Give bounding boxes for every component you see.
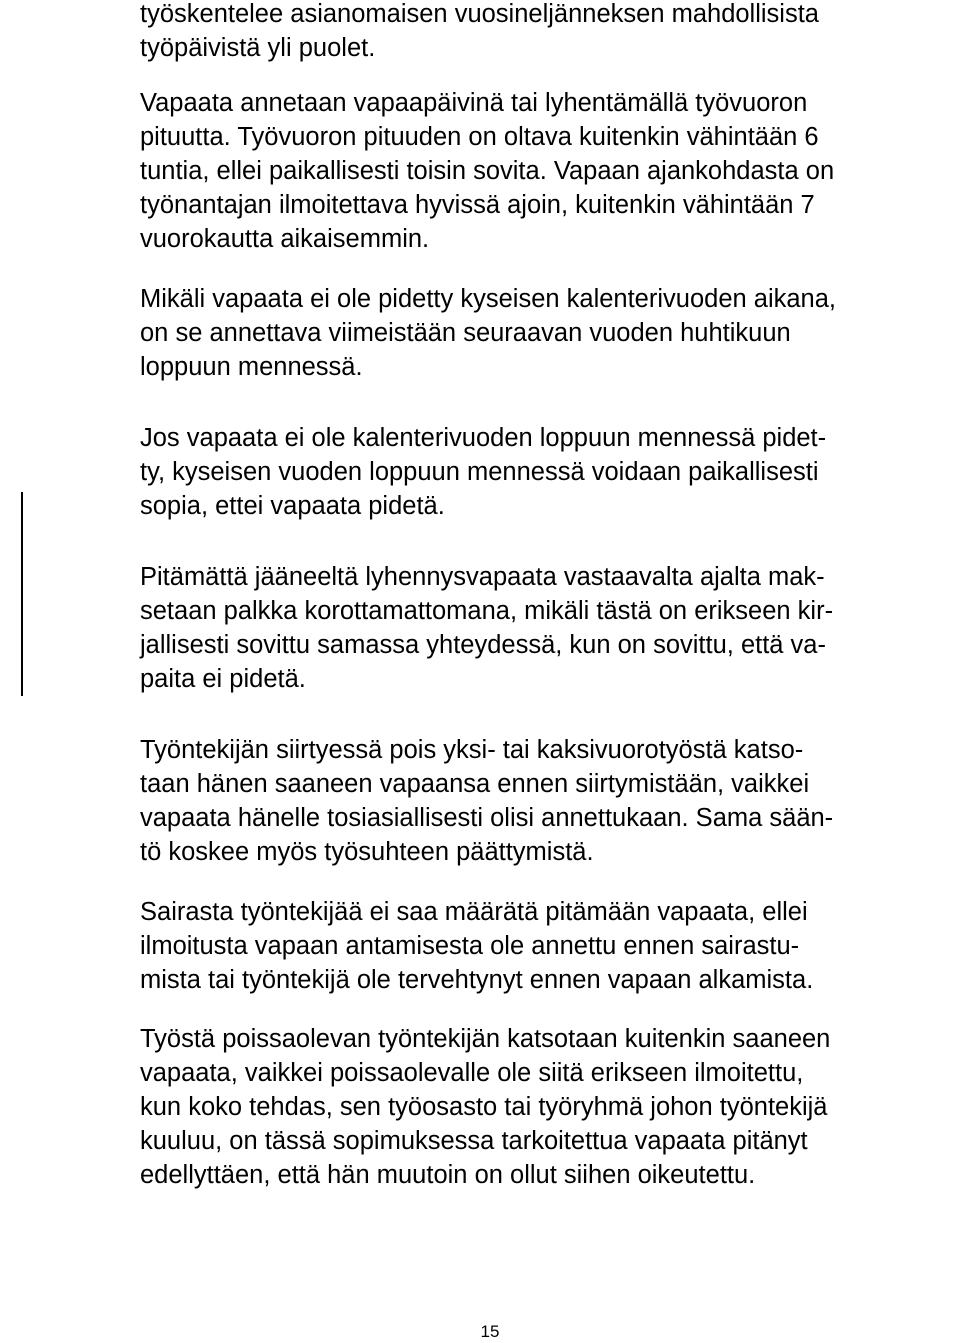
text-line: vapaata hänelle tosiasiallisesti olisi annettukaan. Sama sään- xyxy=(140,804,834,832)
page-number: 15 xyxy=(480,1322,500,1341)
text-line: ty, kyseisen vuoden loppuun mennessä voidaan paikallisesti xyxy=(140,458,819,486)
text-line: Työstä poissaolevan työntekijän katsotaan kuitenkin saaneen xyxy=(140,1025,831,1053)
text-line: kuuluu, on tässä sopimuksessa tarkoitettua vapaata pitänyt xyxy=(140,1127,808,1155)
text-line: paita ei pidetä. xyxy=(140,665,306,693)
text-line: jallisesti sovittu samassa yhteydessä, kun on sovittu, että va- xyxy=(140,631,826,659)
text-line: Mikäli vapaata ei ole pidetty kyseisen kalenterivuoden aikana, xyxy=(140,285,836,313)
text-line: tö koskee myös työsuhteen päättymistä. xyxy=(140,838,594,866)
paragraph-2 xyxy=(140,86,834,256)
change-bar xyxy=(21,492,23,696)
paragraph-8 xyxy=(140,1022,830,1192)
text-line: työnantajan ilmoitettava hyvissä ajoin, kuitenkin vähintään 7 xyxy=(140,191,815,219)
text-line: sopia, ettei vapaata pidetä. xyxy=(140,492,445,520)
text-line: pituutta. Työvuoron pituuden on oltava kuitenkin vähintään 6 xyxy=(140,123,819,151)
paragraph-6 xyxy=(140,733,833,869)
text-line: kun koko tehdas, sen työosasto tai työryhmä johon työntekijä xyxy=(140,1093,828,1121)
text-line: on se annettava viimeistään seuraavan vuoden huhtikuun xyxy=(140,319,791,347)
paragraph-3 xyxy=(140,282,836,384)
text-line: loppuun mennessä. xyxy=(140,353,363,381)
text-line: vuorokautta aikaisemmin. xyxy=(140,225,430,253)
text-line: työpäivistä yli puolet. xyxy=(140,34,376,62)
text-line: tuntia, ellei paikallisesti toisin sovita. Vapaan ajankohdasta on xyxy=(140,157,835,185)
text-line: työskentelee asianomaisen vuosineljänneksen mahdollisista xyxy=(140,0,819,28)
text-line: Sairasta työntekijää ei saa määrätä pitämään vapaata, ellei xyxy=(140,898,808,926)
text-line: edellyttäen, että hän muutoin on ollut siihen oikeutettu. xyxy=(140,1161,756,1189)
text-line: mista tai työntekijä ole tervehtynyt ennen vapaan alkamista. xyxy=(140,966,814,994)
text-line: setaan palkka korottamattomana, mikäli tästä on erikseen kir- xyxy=(140,597,834,625)
text-line: ilmoitusta vapaan antamisesta ole annettu ennen sairastu- xyxy=(140,932,800,960)
text-line: Työntekijän siirtyessä pois yksi- tai kaksivuorotyöstä katso- xyxy=(140,736,804,764)
text-line: vapaata, vaikkei poissaolevalle ole siitä erikseen ilmoitettu, xyxy=(140,1059,804,1087)
text-line: Jos vapaata ei ole kalenterivuoden loppuun mennessä pidet- xyxy=(140,424,827,452)
paragraph-4 xyxy=(140,421,826,523)
text-line: taan hänen saaneen vapaansa ennen siirtymistään, vaikkei xyxy=(140,770,810,798)
paragraph-7 xyxy=(140,895,813,997)
paragraph-1 xyxy=(140,0,819,65)
paragraph-5 xyxy=(140,560,833,696)
text-line: Vapaata annetaan vapaapäivinä tai lyhentämällä työvuoron xyxy=(140,89,808,117)
text-line: Pitämättä jääneeltä lyhennysvapaata vastaavalta ajalta mak- xyxy=(140,563,825,591)
